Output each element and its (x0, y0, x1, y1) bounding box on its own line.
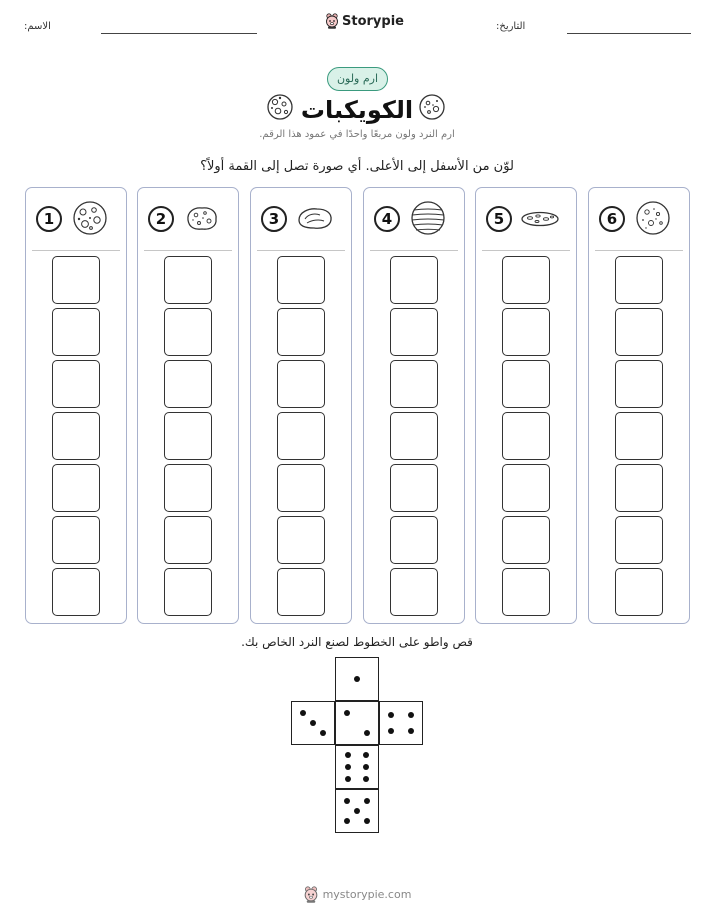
column-cell[interactable] (502, 516, 550, 564)
page-footer (0, 886, 714, 906)
dice-pip (345, 752, 351, 758)
storypie-mascot-icon (325, 13, 339, 29)
column-cell[interactable] (164, 256, 212, 304)
column-1 (25, 187, 127, 624)
column-2 (137, 187, 239, 624)
column-cell[interactable] (277, 412, 325, 460)
instruction-text: لوّن من الأسفل إلى الأعلى. أي صورة تصل إلى القمة أولاً؟ (200, 159, 514, 174)
column-number: 6 (599, 206, 625, 232)
dice-pip (408, 728, 414, 734)
column-5 (475, 187, 577, 624)
column-cell[interactable] (390, 412, 438, 460)
column-cell[interactable] (615, 256, 663, 304)
flat-asteroid-icon (520, 200, 560, 236)
column-divider (144, 250, 232, 251)
dice-pip (344, 818, 350, 824)
column-6 (588, 187, 690, 624)
column-divider (32, 250, 120, 251)
column-cell[interactable] (164, 308, 212, 356)
column-number: 3 (261, 206, 287, 232)
column-cell[interactable] (502, 360, 550, 408)
dice-pip (363, 752, 369, 758)
column-number: 5 (486, 206, 512, 232)
dice-pip (344, 710, 350, 716)
dice-pip (364, 798, 370, 804)
storypie-mascot-icon (303, 886, 319, 903)
striped-planet-icon (408, 200, 448, 236)
column-cell[interactable] (164, 360, 212, 408)
dice-pip (388, 728, 394, 734)
column-divider (257, 250, 345, 251)
column-cell[interactable] (52, 464, 100, 512)
brand-logo (325, 13, 404, 29)
footer-url[interactable]: mystorypie.com (322, 888, 412, 901)
column-cell[interactable] (502, 412, 550, 460)
dice-face-one[interactable] (335, 657, 379, 701)
column-cell[interactable] (277, 516, 325, 564)
column-cell[interactable] (615, 308, 663, 356)
dice-pip (364, 818, 370, 824)
column-cell[interactable] (615, 464, 663, 512)
column-cell[interactable] (615, 568, 663, 616)
column-cell[interactable] (615, 412, 663, 460)
dice-pip (363, 764, 369, 770)
dice-face-four[interactable] (379, 701, 423, 745)
dice-pip (354, 676, 360, 682)
name-label: الاسم: (24, 21, 51, 32)
column-number: 1 (36, 206, 62, 232)
dice-face-two[interactable] (335, 701, 379, 745)
column-cell[interactable] (277, 464, 325, 512)
column-cell[interactable] (164, 464, 212, 512)
column-cell[interactable] (52, 360, 100, 408)
dice-pip (408, 712, 414, 718)
column-cell[interactable] (52, 568, 100, 616)
column-cell[interactable] (502, 308, 550, 356)
date-line[interactable] (567, 33, 691, 34)
column-cell[interactable] (390, 360, 438, 408)
oval-asteroid-icon (295, 200, 335, 236)
column-cell[interactable] (52, 516, 100, 564)
column-cell[interactable] (164, 412, 212, 460)
activity-badge: ارم ولون (327, 67, 388, 91)
column-cell[interactable] (390, 256, 438, 304)
column-cell[interactable] (277, 256, 325, 304)
column-cell[interactable] (390, 516, 438, 564)
column-cell[interactable] (615, 360, 663, 408)
column-cell[interactable] (277, 308, 325, 356)
page-header (0, 0, 714, 50)
name-line[interactable] (101, 33, 257, 34)
column-cell[interactable] (615, 516, 663, 564)
column-cell[interactable] (52, 256, 100, 304)
column-divider (595, 250, 683, 251)
column-cell[interactable] (502, 464, 550, 512)
cratered-asteroid-icon (70, 200, 110, 236)
column-cell[interactable] (502, 568, 550, 616)
cut-instruction: قص واطو على الخطوط لصنع النرد الخاص بك. (241, 635, 473, 649)
dice-pip (388, 712, 394, 718)
column-4 (363, 187, 465, 624)
column-number: 2 (148, 206, 174, 232)
column-cell[interactable] (164, 516, 212, 564)
column-cell[interactable] (502, 256, 550, 304)
dice-pip (364, 730, 370, 736)
dice-pip (354, 808, 360, 814)
dice-pip (310, 720, 316, 726)
dice-face-three[interactable] (291, 701, 335, 745)
column-divider (370, 250, 458, 251)
dice-pip (345, 764, 351, 770)
page-subtitle: ارم النرد ولون مربعًا واحدًا في عمود هذا الرقم. (259, 129, 455, 140)
date-label: التاريخ: (496, 21, 526, 32)
dice-pip (344, 798, 350, 804)
column-cell[interactable] (390, 464, 438, 512)
dice-pip (320, 730, 326, 736)
column-cell[interactable] (277, 568, 325, 616)
dice-pip (363, 776, 369, 782)
column-cell[interactable] (390, 308, 438, 356)
column-divider (482, 250, 570, 251)
dice-pip (345, 776, 351, 782)
rocky-asteroid-icon (182, 200, 222, 236)
race-columns (25, 187, 690, 624)
dice-face-five[interactable] (335, 789, 379, 833)
column-cell[interactable] (164, 568, 212, 616)
round-asteroid-icon (633, 200, 673, 236)
dice-pip (300, 710, 306, 716)
column-cell[interactable] (52, 308, 100, 356)
column-number: 4 (374, 206, 400, 232)
column-cell[interactable] (390, 568, 438, 616)
column-cell[interactable] (277, 360, 325, 408)
column-cell[interactable] (52, 412, 100, 460)
brand-name: Storypie (342, 13, 404, 29)
dice-face-six[interactable] (335, 745, 379, 789)
column-3 (250, 187, 352, 624)
page-title: الكويكبات (300, 96, 414, 124)
